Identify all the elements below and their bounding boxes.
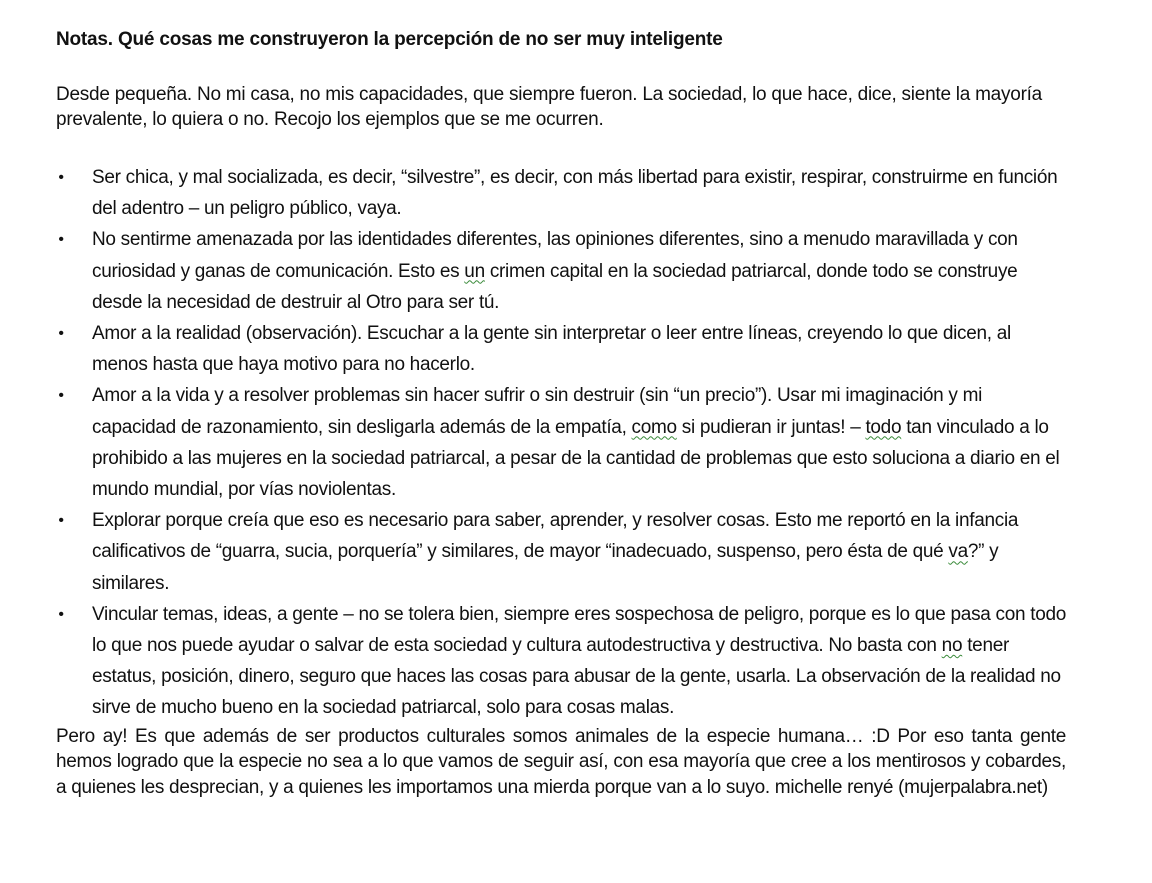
list-item: [56, 505, 1066, 599]
spellcheck-flagged-word[interactable]: como: [631, 416, 677, 438]
bullet-icon: •: [58, 605, 64, 623]
list-item: [56, 224, 1066, 318]
list-item-text: tener estatus, posición, dinero, seguro que haces las cosas para abusar de la gente, usarla. La observación de la realidad no sirve de mucho bueno en la sociedad patriarcal, solo para cosas malas.: [92, 635, 1061, 719]
bullet-icon: •: [58, 325, 64, 343]
list-item-text: Amor a la vida y a resolver problemas sin hacer sufrir o sin destruir (sin “un precio”). Usar mi imaginación y mi capacidad de razonamiento, sin desligarla además de la empatía,: [92, 385, 983, 438]
list-item: [56, 162, 1066, 224]
list-item-text: crimen capital en la sociedad patriarcal, donde todo se construye desde la necesidad de destruir al Otro para ser tú.: [92, 260, 1018, 313]
bullet-icon: •: [58, 231, 64, 249]
list-item-text: si pudieran ir juntas! –: [676, 416, 866, 438]
list-item-text: ?” y similares.: [92, 541, 999, 594]
list-item-text: Explorar porque creía que eso es necesario para saber, aprender, y resolver cosas. Esto me reportó en la infancia calificativos de “guarra, sucia, porquería” y similares, de mayor “inadecuado, suspenso, pero ésta de qué: [92, 510, 1019, 563]
list-item-text: Vincular temas, ideas, a gente – no se tolera bien, siempre eres sospechosa de peligro, porque es lo que pasa con todo lo que nos puede ayudar o salvar de esta sociedad y cultura autodestructiva y destructiva. No basta con: [92, 603, 1067, 657]
spellcheck-flagged-word[interactable]: va: [948, 541, 968, 563]
list-item: [56, 380, 1066, 505]
list-item-text: Ser chica, y mal socializada, es decir, “silvestre”, es decir, con más libertad para existir, respirar, construirme en función del adentro – un peligro público, vaya.: [92, 167, 1058, 220]
list-item: [56, 318, 1066, 380]
list-item-text: tan vinculado a lo prohibido a las mujeres en la sociedad patriarcal, a pesar de la cantidad de problemas que esto soluciona a diario en el mundo mundial, por vías noviolentas.: [92, 416, 1060, 501]
bullet-list: [56, 162, 1066, 724]
list-item: [56, 599, 1066, 724]
document-page: [56, 28, 1066, 800]
bullet-icon: •: [58, 169, 64, 186]
bullet-icon: •: [58, 512, 64, 530]
bullet-icon: •: [58, 387, 64, 405]
document-title: Notas. Qué cosas me construyeron la percepción de no ser muy inteligente: [56, 29, 723, 50]
spellcheck-flagged-word[interactable]: no: [941, 635, 963, 657]
closing-paragraph: Pero ay! Es que además de ser productos culturales somos animales de la especie humana… :D Por eso tanta gente hemos logrado que la especie no sea a lo que vamos de seguir así, con esa mayoría que cree a los mentirosos y cobardes, a quienes les desprecian, y a quienes les importamos una mierda porque van a lo suyo. michelle renyé (mujerpalabra.net): [56, 725, 1066, 798]
list-item-text: No sentirme amenazada por las identidades diferentes, las opiniones diferentes, sino a menudo maravillada y con curiosidad y ganas de comunicación. Esto es: [92, 229, 1018, 282]
list-item-text: Amor a la realidad (observación). Escuchar a la gente sin interpretar o leer entre líneas, creyendo lo que dicen, al menos hasta que haya motivo para no hacerlo.: [92, 323, 1011, 376]
spellcheck-flagged-word[interactable]: un: [464, 260, 485, 282]
intro-paragraph: Desde pequeña. No mi casa, no mis capacidades, que siempre fueron. La sociedad, lo que hace, dice, siente la mayoría prevalente, lo quiera o no. Recojo los ejemplos que se me ocurren.: [56, 84, 1042, 130]
spellcheck-flagged-word[interactable]: todo: [865, 416, 902, 438]
